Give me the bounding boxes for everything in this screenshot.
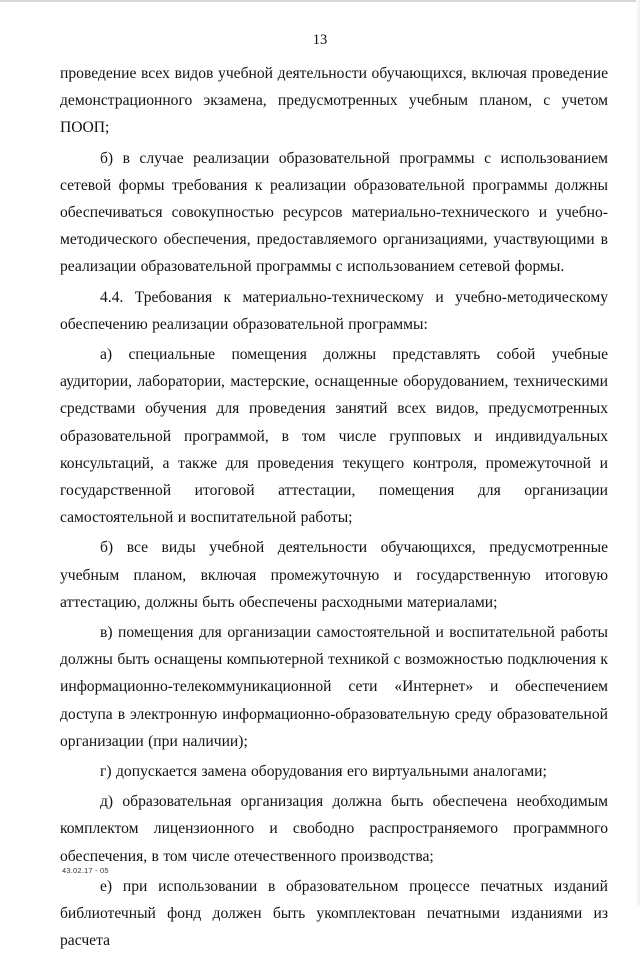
footer-document-code: 43.02.17 - 05 (62, 866, 109, 875)
paragraph-item-a-special-rooms: а) специальные помещения должны представлять собой учебные аудитории, лаборатории, мастерские, оснащенные оборудованием, техническими средствами обучения для проведения занятий всех видов, предусмотренных образовательной программой, в том числе групповых и индивидуальных консультаций, а также для проведения текущего контроля, промежуточной и государственной итоговой аттестации, помещения для организации самостоятельной и воспитательной работы; (60, 346, 608, 527)
paragraph-item-d-software: д) образовательная организация должна быть обеспечена необходимым комплектом лицензионного и свободно распространяемого программного обеспечения, в том числе отечественного производства; (60, 793, 608, 865)
scan-top-border (0, 0, 640, 2)
page-number: 13 (312, 32, 328, 48)
paragraph-item-b-consumables: б) все виды учебной деятельности обучающихся, предусмотренные учебным планом, включая промежуточную и государственную итоговую аттестацию, должны быть обеспечены расходными материалами; (60, 539, 608, 611)
paragraph-continuation: проведение всех видов учебной деятельности обучающихся, включая проведение демонстрационного экзамена, предусмотренных учебным планом, с учетом ПООП; (60, 65, 608, 137)
scan-right-edge (636, 0, 640, 905)
document-body (60, 60, 608, 958)
paragraph-item-e-library: е) при использовании в образовательном процессе печатных изданий библиотечный фонд должен быть укомплектован печатными изданиями из расчета (60, 877, 608, 950)
paragraph-item-v-computer-equipment: в) помещения для организации самостоятельной и воспитательной работы должны быть оснащены компьютерной техникой с возможностью подключения к информационно-телекоммуникационной сети «Интернет» и обеспечением доступа в электронную информационно-образовательную среду образовательной организации (при наличии); (60, 624, 608, 750)
section-heading-4-4: 4.4. Требования к материально-техническому и учебно-методическому обеспечению реализации образовательной программы: (60, 288, 608, 333)
paragraph-item-g-virtual-analogs: г) допускается замена оборудования его виртуальными аналогами; (100, 763, 547, 781)
paragraph-item-b-network-form: б) в случае реализации образовательной программы с использованием сетевой формы требования к реализации образовательной программы должны обеспечиваться совокупностью ресурсов материально-технического и учебно-методического обеспечения, предоставляемого организациями, участвующими в реализации образовательной программы с использованием сетевой формы. (60, 149, 608, 276)
